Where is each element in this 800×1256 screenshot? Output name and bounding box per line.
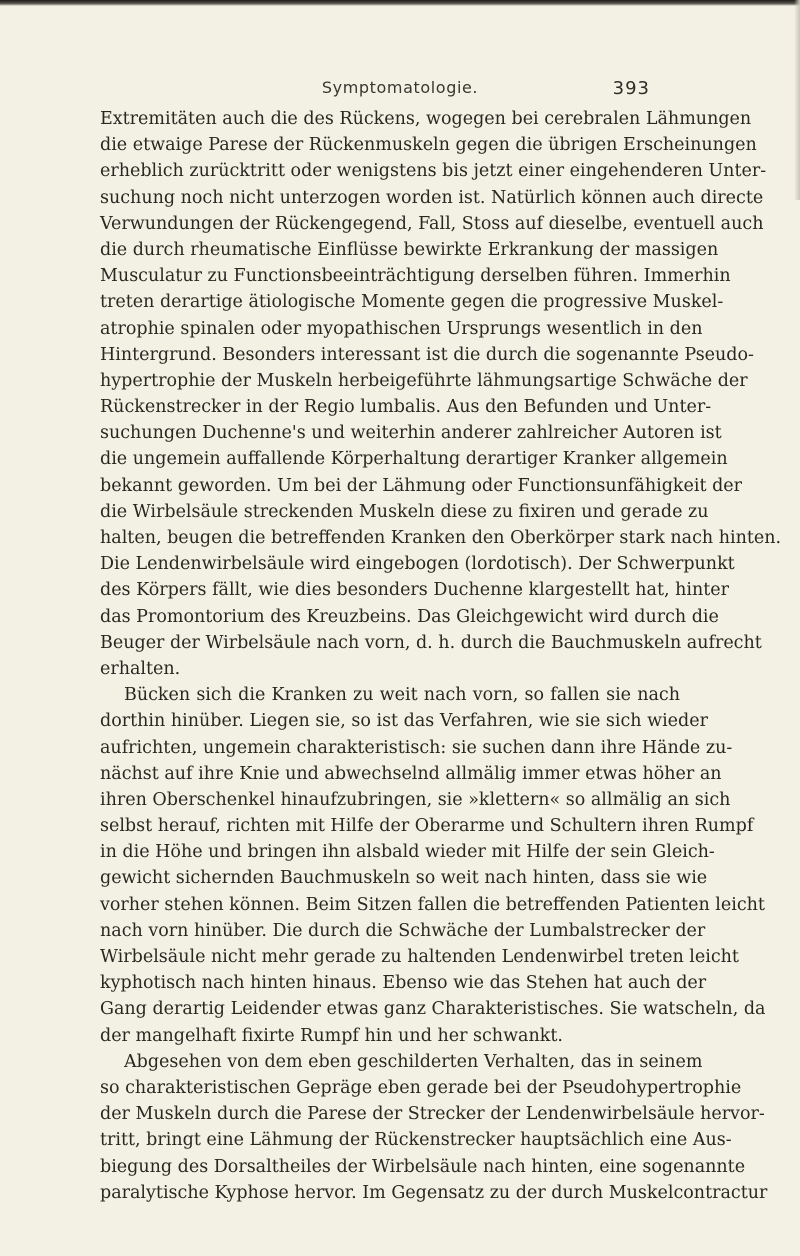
text-line: tritt, bringt eine Lähmung der Rückenstrecker hauptsächlich eine Aus- — [100, 1130, 732, 1151]
text-line: erheblich zurücktritt oder wenigstens bis jetzt einer eingehenderen Unter- — [100, 161, 767, 182]
body-text — [100, 106, 782, 1206]
text-line: in die Höhe und bringen ihn alsbald wieder mit Hilfe der sein Gleich- — [100, 842, 715, 863]
paragraph-first-line: Abgesehen von dem eben geschilderten Verhalten, das in seinem — [124, 1051, 703, 1072]
text-line: suchungen Duchenne's und weiterhin anderer zahlreicher Autoren ist — [100, 423, 722, 444]
paragraph-end-line: erhalten. — [100, 658, 181, 679]
text-line: selbst herauf, richten mit Hilfe der Oberarme und Schultern ihren Rumpf — [100, 816, 754, 837]
page-header — [0, 78, 800, 102]
text-line: die durch rheumatische Einflüsse bewirkte Erkrankung der massigen — [100, 239, 719, 260]
text-line: bekannt geworden. Um bei der Lähmung oder Functionsunfähigkeit der — [100, 475, 742, 496]
text-line: ihren Oberschenkel hinaufzubringen, sie »klettern« so allmälig an sich — [100, 789, 731, 810]
text-line: aufrichten, ungemein charakteristisch: sie suchen dann ihre Hände zu- — [100, 737, 733, 758]
page-number: 393 — [612, 78, 650, 99]
text-line: halten, beugen die betreffenden Kranken den Oberkörper stark nach hinten. — [100, 528, 782, 548]
text-line: Beuger der Wirbelsäule nach vorn, d. h. durch die Bauchmuskeln aufrecht — [100, 632, 762, 653]
text-line: die etwaige Parese der Rückenmuskeln gegen die übrigen Erscheinungen — [100, 135, 757, 156]
text-line: hypertrophie der Muskeln herbeigeführte lähmungsartige Schwäche der — [100, 370, 748, 391]
text-line: biegung des Dorsaltheiles der Wirbelsäule nach hinten, eine sogenannte — [100, 1156, 746, 1177]
paragraph-end-line: der mangelhaft fixirte Rumpf hin und her schwankt. — [100, 1025, 563, 1046]
text-line: die Wirbelsäule streckenden Muskeln diese zu fixiren und gerade zu — [100, 501, 709, 522]
text-line: das Promontorium des Kreuzbeins. Das Gleichgewicht wird durch die — [100, 606, 719, 627]
text-line: Extremitäten auch die des Rückens, wogegen bei cerebralen Lähmungen — [100, 109, 752, 129]
text-line: atrophie spinalen oder myopathischen Ursprungs wesentlich in den — [100, 318, 703, 339]
text-line: Die Lendenwirbelsäule wird eingebogen (lordotisch). Der Schwerpunkt — [100, 554, 735, 575]
text-line: des Körpers fällt, wie dies besonders Duchenne klargestellt hat, hinter — [100, 580, 730, 601]
text-line: vorher stehen können. Beim Sitzen fallen die betreffenden Patienten leicht — [100, 894, 765, 915]
text-line: Gang derartig Leidender etwas ganz Charakteristisches. Sie watscheln, da — [100, 999, 766, 1020]
text-line: Hintergrund. Besonders interessant ist die durch die sogenannte Pseudo- — [100, 344, 754, 365]
text-line: Verwundungen der Rückengegend, Fall, Stoss auf dieselbe, eventuell auch — [100, 213, 764, 234]
text-line: nach vorn hinüber. Die durch die Schwäche der Lumbalstrecker der — [100, 920, 706, 941]
text-line: treten derartige ätiologische Momente gegen die progressive Muskel- — [100, 292, 724, 313]
text-line: suchung noch nicht unterzogen worden ist. Natürlich können auch directe — [100, 187, 764, 208]
text-line: Musculatur zu Functionsbeeinträchtigung derselben führen. Immerhin — [100, 266, 731, 287]
text-line: Wirbelsäule nicht mehr gerade zu haltenden Lendenwirbel treten leicht — [100, 947, 739, 967]
text-line: kyphotisch nach hinten hinaus. Ebenso wie das Stehen hat auch der — [100, 973, 707, 994]
text-line: dorthin hinüber. Liegen sie, so ist das Verfahren, wie sie sich wieder — [100, 711, 708, 732]
text-line: paralytische Kyphose hervor. Im Gegensatz zu der durch Muskelcontractur — [100, 1182, 768, 1203]
paragraph-first-line: Bücken sich die Kranken zu weit nach vorn, so fallen sie nach — [124, 685, 680, 706]
page-top-edge — [0, 0, 800, 6]
text-line: die ungemein auffallende Körperhaltung derartiger Kranker allgemein — [100, 449, 728, 470]
text-line: so charakteristischen Gepräge eben gerade bei der Pseudohypertrophie — [100, 1077, 742, 1098]
text-line: nächst auf ihre Knie und abwechselnd allmälig immer etwas höher an — [100, 763, 722, 784]
text-line: Rückenstrecker in der Regio lumbalis. Aus den Befunden und Unter- — [100, 397, 712, 418]
text-line: der Muskeln durch die Parese der Strecker der Lendenwirbelsäule hervor- — [100, 1104, 765, 1125]
text-line: gewicht sichernden Bauchmuskeln so weit nach hinten, dass sie wie — [100, 868, 708, 889]
running-head: Symptomatologie. — [321, 78, 479, 97]
